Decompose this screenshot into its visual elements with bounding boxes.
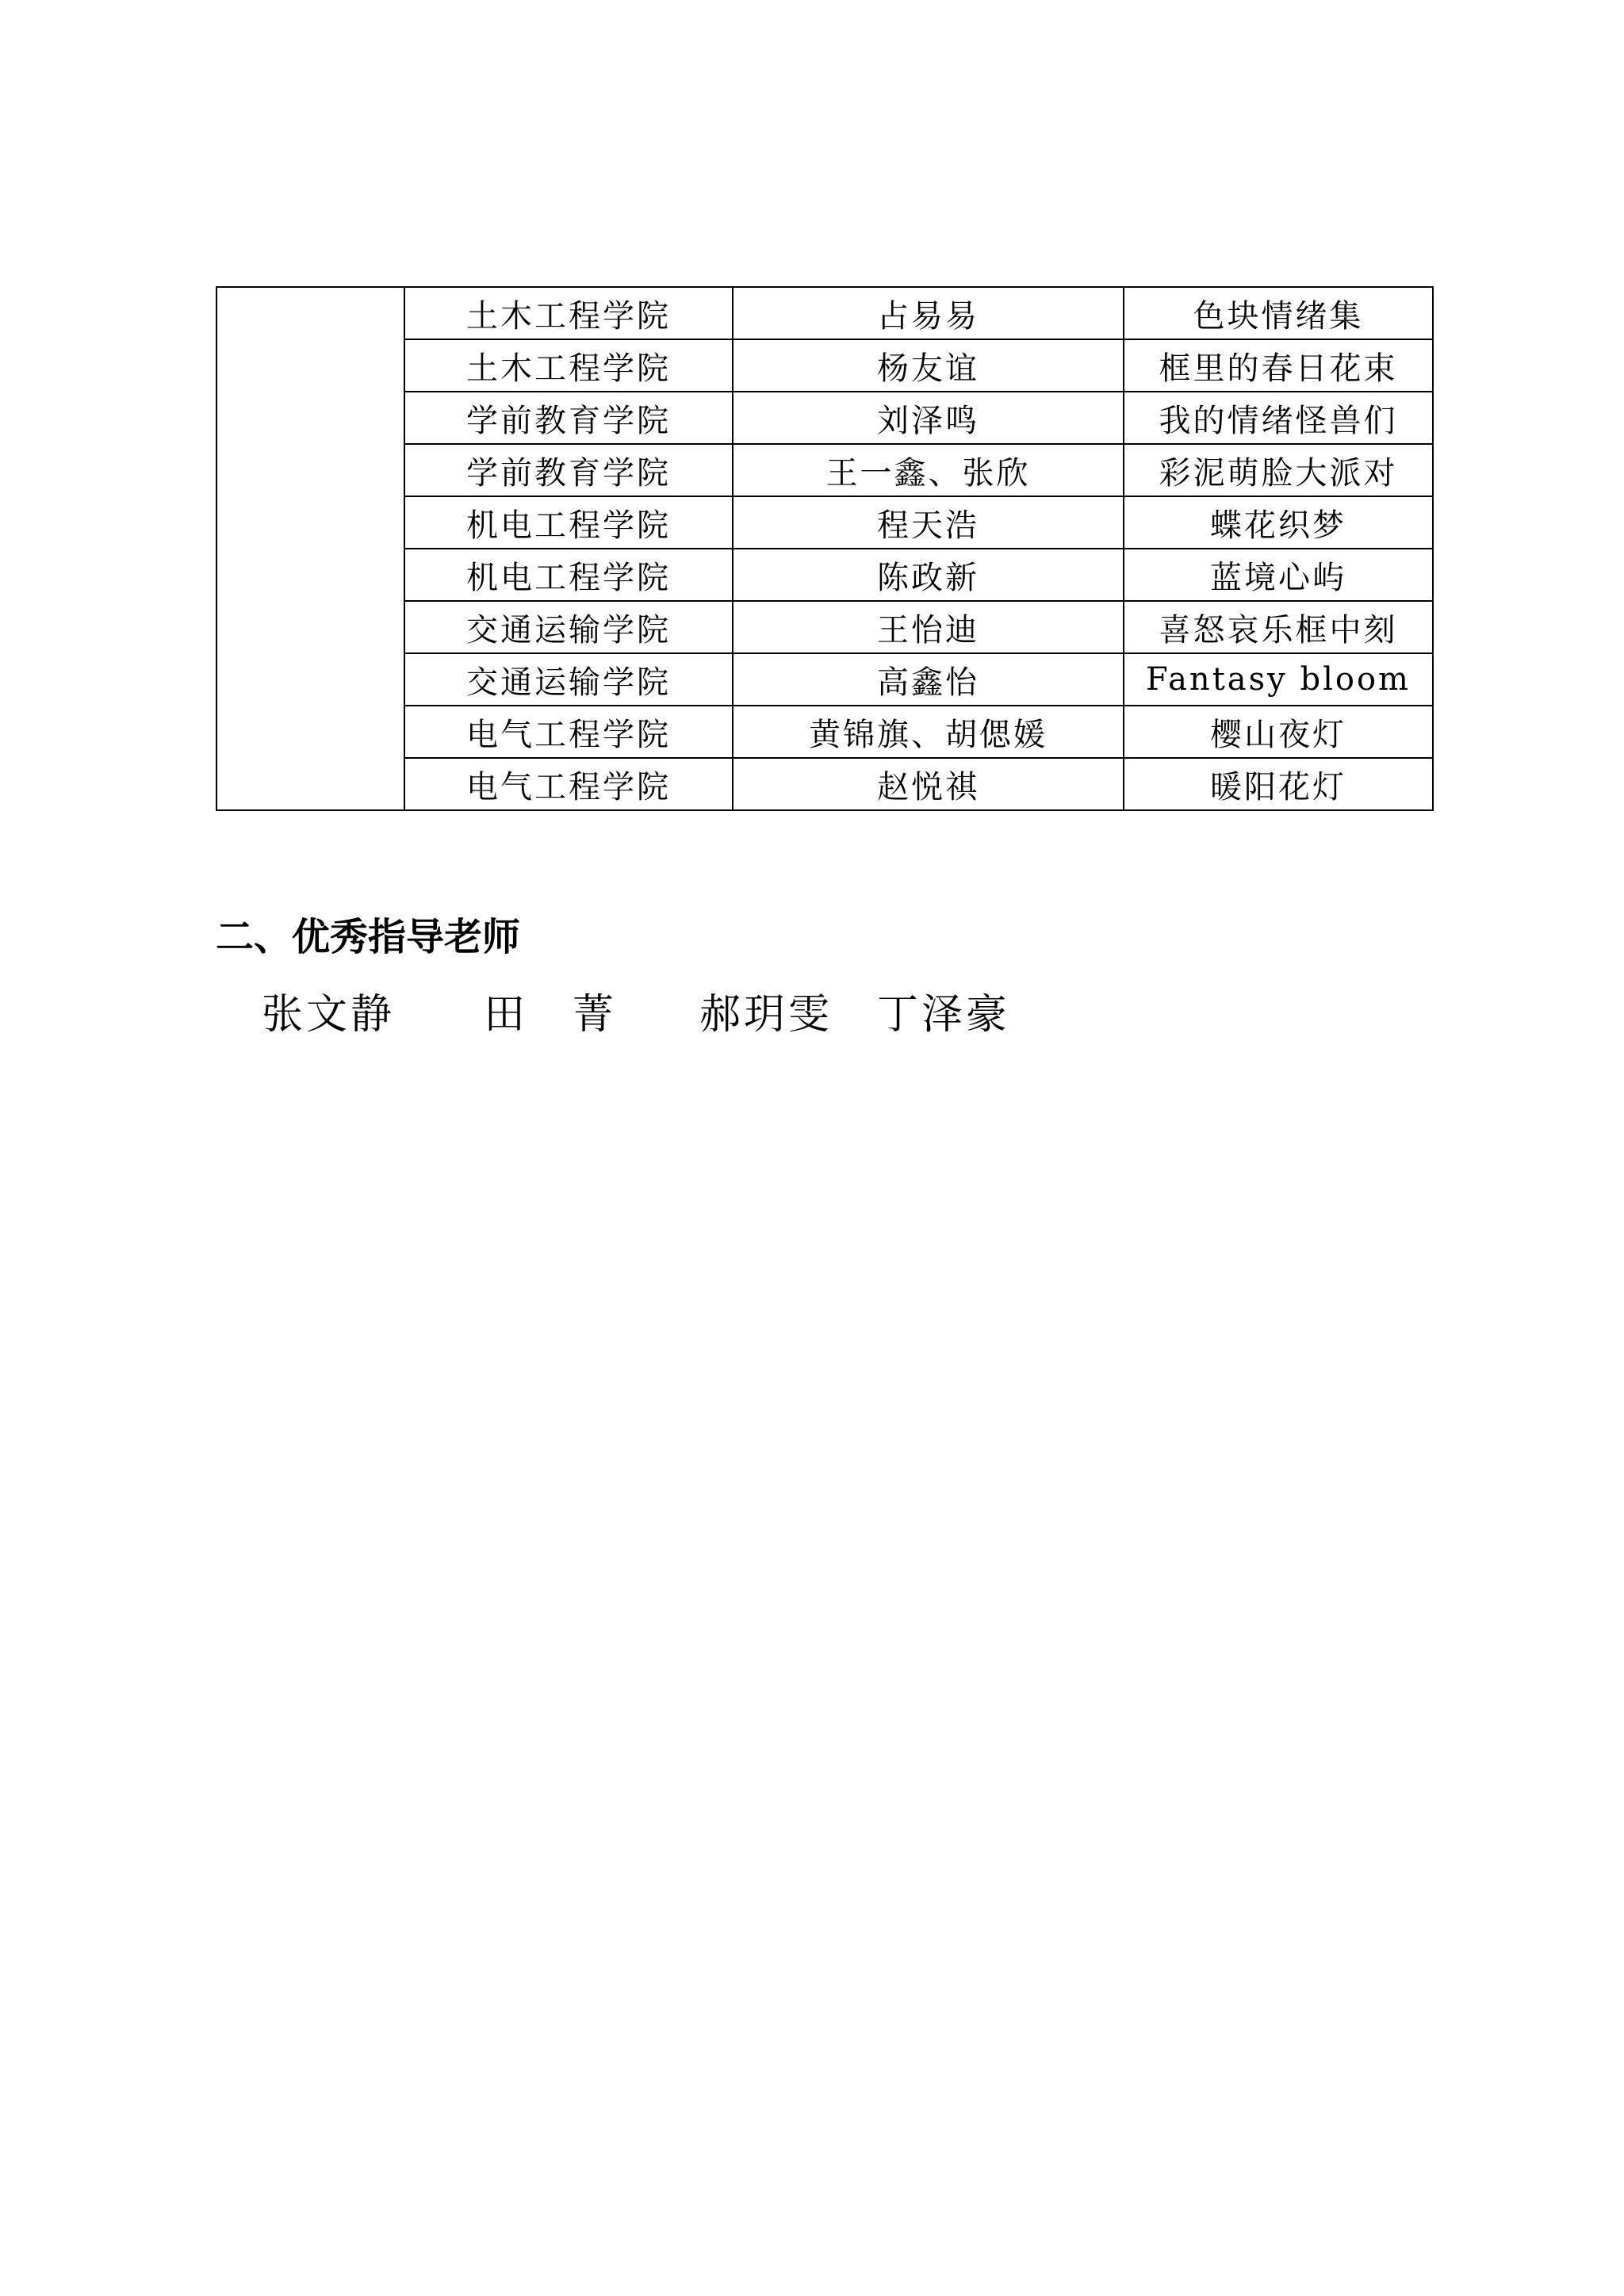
award-table-body xyxy=(216,287,1433,810)
college-cell: 电气工程学院 xyxy=(404,706,733,758)
author-cell: 黄锦旗、胡偲媛 xyxy=(733,706,1124,758)
college-cell: 交通运输学院 xyxy=(404,601,733,653)
work-title-cell: 蝶花织梦 xyxy=(1124,496,1433,549)
college-cell: 交通运输学院 xyxy=(404,653,733,706)
author-cell: 王怡迪 xyxy=(733,601,1124,653)
author-cell: 陈政新 xyxy=(733,549,1124,601)
merged-category-cell xyxy=(216,287,404,810)
author-cell: 占易易 xyxy=(733,287,1124,339)
work-title-cell: 我的情绪怪兽们 xyxy=(1124,392,1433,444)
college-cell: 学前教育学院 xyxy=(404,392,733,444)
college-cell: 土木工程学院 xyxy=(404,287,733,339)
work-title-cell: 暖阳花灯 xyxy=(1124,758,1433,810)
work-title-cell: 色块情绪集 xyxy=(1124,287,1433,339)
work-title-cell: 蓝境心屿 xyxy=(1124,549,1433,601)
teacher-name: 田菁 xyxy=(484,991,662,1039)
teacher-name: 郝玥雯 xyxy=(699,991,833,1039)
teacher-name: 丁泽豪 xyxy=(877,991,1011,1039)
college-cell: 机电工程学院 xyxy=(404,496,733,549)
author-cell: 程天浩 xyxy=(733,496,1124,549)
work-title-cell: 框里的春日花束 xyxy=(1124,339,1433,392)
college-cell: 学前教育学院 xyxy=(404,444,733,496)
teacher-list xyxy=(262,987,1010,1043)
work-title-cell: Fantasy bloom xyxy=(1124,653,1433,706)
college-cell: 机电工程学院 xyxy=(404,549,733,601)
award-table xyxy=(216,286,1434,811)
author-cell: 王一鑫、张欣 xyxy=(733,444,1124,496)
work-title-cell: 樱山夜灯 xyxy=(1124,706,1433,758)
author-cell: 赵悦祺 xyxy=(733,758,1124,810)
college-cell: 土木工程学院 xyxy=(404,339,733,392)
work-title-cell: 喜怒哀乐框中刻 xyxy=(1124,601,1433,653)
college-cell: 电气工程学院 xyxy=(404,758,733,810)
teacher-name: 张文静 xyxy=(262,991,396,1039)
table-row xyxy=(216,287,1433,339)
author-cell: 刘泽鸣 xyxy=(733,392,1124,444)
section-heading: 二、优秀指导老师 xyxy=(216,915,521,959)
author-cell: 高鑫怡 xyxy=(733,653,1124,706)
work-title-cell: 彩泥萌脸大派对 xyxy=(1124,444,1433,496)
author-cell: 杨友谊 xyxy=(733,339,1124,392)
